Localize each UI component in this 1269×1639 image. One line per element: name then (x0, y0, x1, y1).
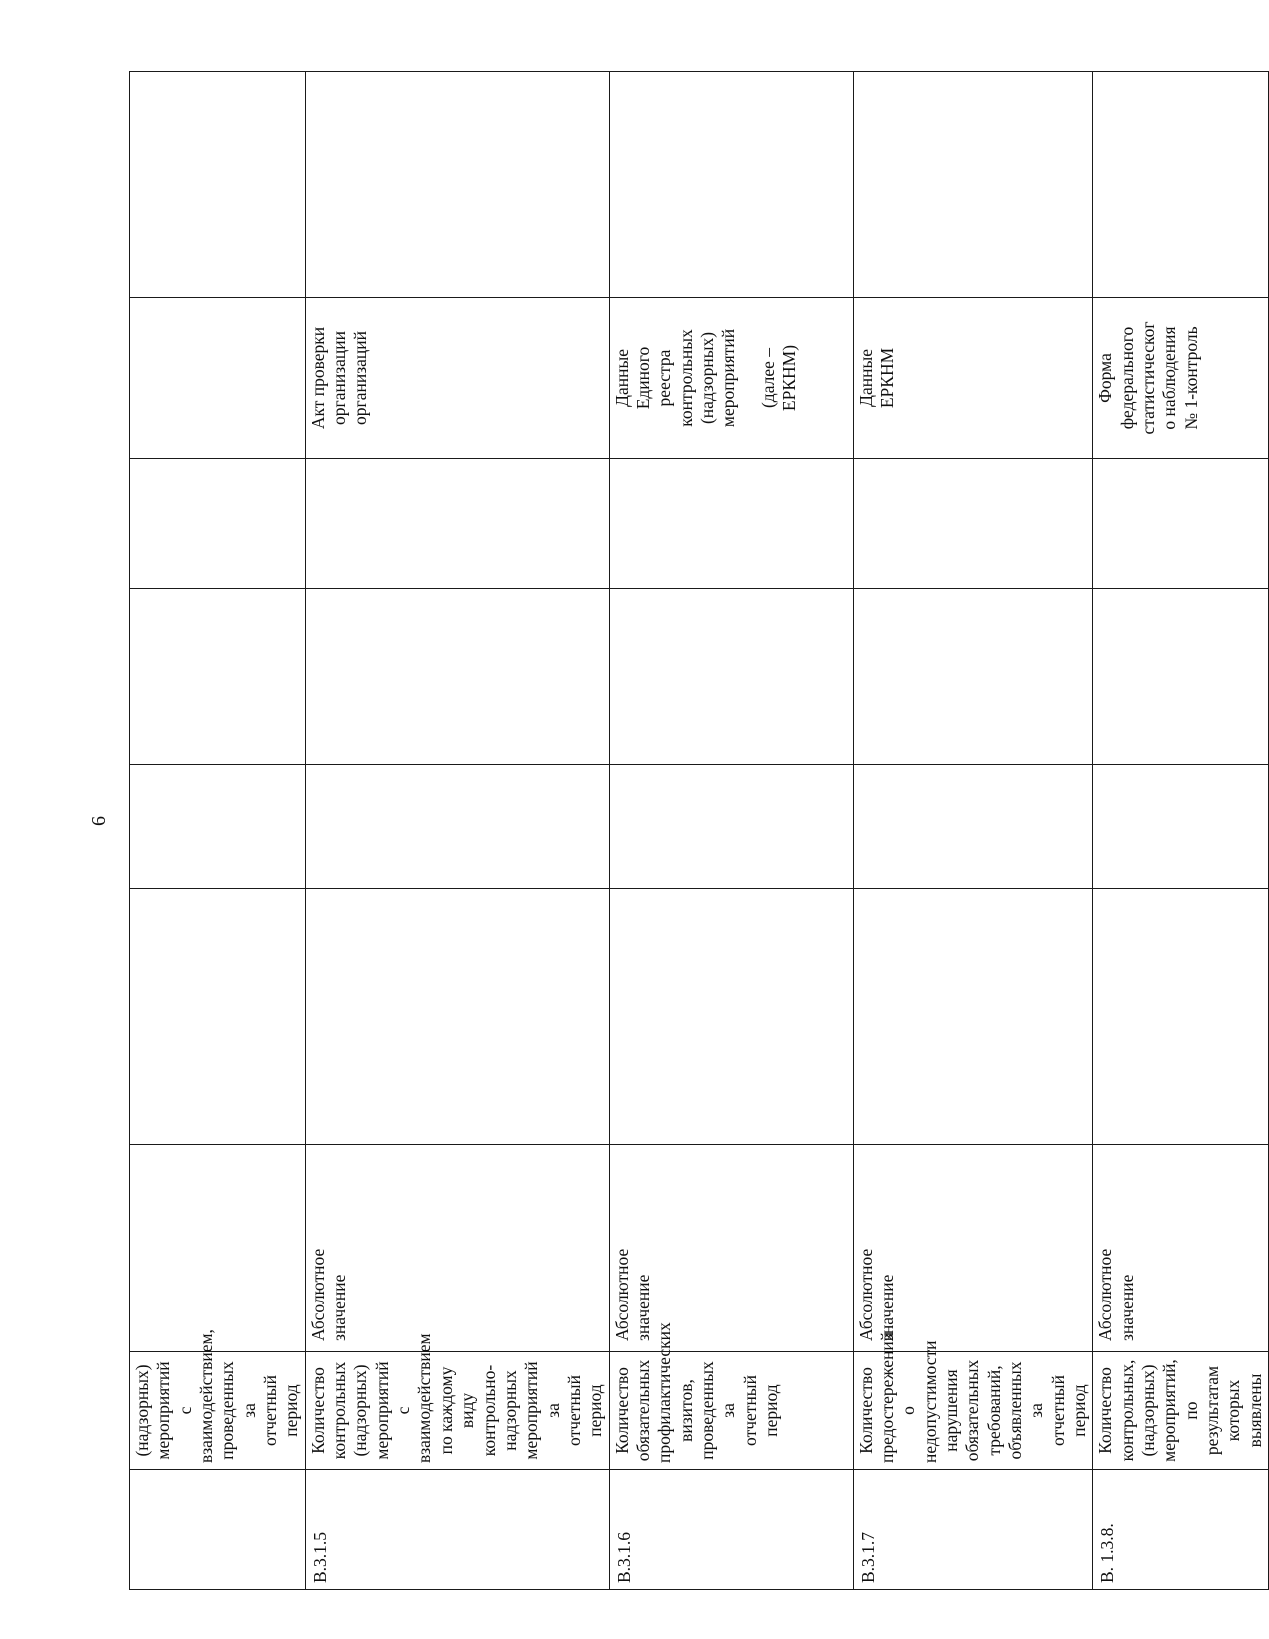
empty-cell (130, 889, 306, 1145)
indicator-name: Количество предостережений о недопустимости нарушения обязательных требований, объявленных за отчетный период (855, 1331, 1089, 1463)
unit-cell (305, 1145, 609, 1352)
unit-cell (1093, 1145, 1269, 1352)
indicator-name-cell (853, 1331, 1093, 1470)
empty-cell (853, 72, 1093, 298)
empty-cell (609, 889, 853, 1145)
table-row (853, 72, 1093, 1590)
empty-cell (609, 459, 853, 589)
table-row (609, 72, 853, 1590)
empty-cell (1093, 72, 1269, 298)
empty-cell (853, 459, 1093, 589)
source-text: Данные ЕРКНМ (855, 347, 897, 409)
indicator-code: В. 1.3.8. (1097, 1523, 1118, 1583)
unit-value: Абсолютное значение (1095, 1248, 1137, 1341)
indicator-code: В.3.1.7 (857, 1531, 878, 1583)
indicator-code-cell (130, 1470, 306, 1590)
empty-cell (1093, 589, 1269, 765)
indicator-name-cell (609, 1322, 853, 1470)
empty-cell (305, 589, 609, 765)
indicator-name-cell (1093, 1352, 1269, 1470)
source-text: Данные Единого реестра контрольных (надзорных) мероприятий (611, 328, 739, 428)
indicators-table (129, 71, 1269, 1590)
indicator-code: В.3.1.6 (613, 1531, 634, 1583)
empty-cell (130, 72, 306, 298)
indicator-name: Количество обязательных профилактических визитов, проведенных за отчетный период (611, 1322, 781, 1463)
indicator-name-cell (130, 1329, 306, 1470)
table-row (1093, 72, 1269, 1590)
indicator-name: Количество контрольных, (надзорных) мероприятий, по результатам которых выявлены (1095, 1359, 1265, 1462)
indicator-name: Количество контрольных (надзорных) мероприятий с взаимодействием по каждому виду контрольно- надзорных мероприятий за отчетный период (307, 1333, 606, 1463)
empty-cell (853, 889, 1093, 1145)
empty-cell (609, 72, 853, 298)
indicator-code: В.3.1.5 (309, 1531, 330, 1583)
unit-cell (130, 1145, 306, 1352)
empty-cell (305, 889, 609, 1145)
empty-cell (853, 589, 1093, 765)
indicator-name-cell (305, 1333, 609, 1470)
empty-cell (130, 459, 306, 589)
empty-cell (1093, 459, 1269, 589)
indicator-code-cell (305, 1470, 609, 1590)
empty-cell (130, 589, 306, 765)
source-text: Форма федерального статистическог о наблюдения № 1-контроль (1095, 321, 1201, 435)
indicator-name: (надзорных) мероприятий с взаимодействием, проведенных за отчетный период (132, 1329, 302, 1463)
source-cell (853, 298, 1093, 459)
table-row (130, 72, 306, 1590)
indicator-code-cell (1093, 1470, 1269, 1590)
source-cell (1093, 298, 1269, 459)
empty-cell (1093, 889, 1269, 1145)
empty-cell (609, 589, 853, 765)
source-cell (609, 298, 853, 459)
empty-cell (305, 72, 609, 298)
unit-value: Абсолютное значение (307, 1248, 350, 1341)
unit-cell (609, 1145, 853, 1352)
unit-value: Абсолютное значение (611, 1248, 653, 1341)
source-cell (305, 298, 609, 459)
unit-value: Абсолютное значение (855, 1248, 897, 1341)
indicator-code-cell (853, 1470, 1093, 1590)
empty-cell (305, 765, 609, 889)
empty-cell (609, 765, 853, 889)
empty-cell (853, 765, 1093, 889)
page-number: 6 (88, 816, 110, 826)
source-cell (130, 298, 306, 459)
empty-cell (305, 459, 609, 589)
source-note: (далее – ЕРКНМ) (757, 344, 799, 412)
table-row (305, 72, 609, 1590)
source-text: Акт проверки организации организаций (307, 326, 371, 430)
empty-cell (130, 765, 306, 889)
indicator-code-cell (609, 1470, 853, 1590)
empty-cell (1093, 765, 1269, 889)
unit-cell (853, 1145, 1093, 1352)
